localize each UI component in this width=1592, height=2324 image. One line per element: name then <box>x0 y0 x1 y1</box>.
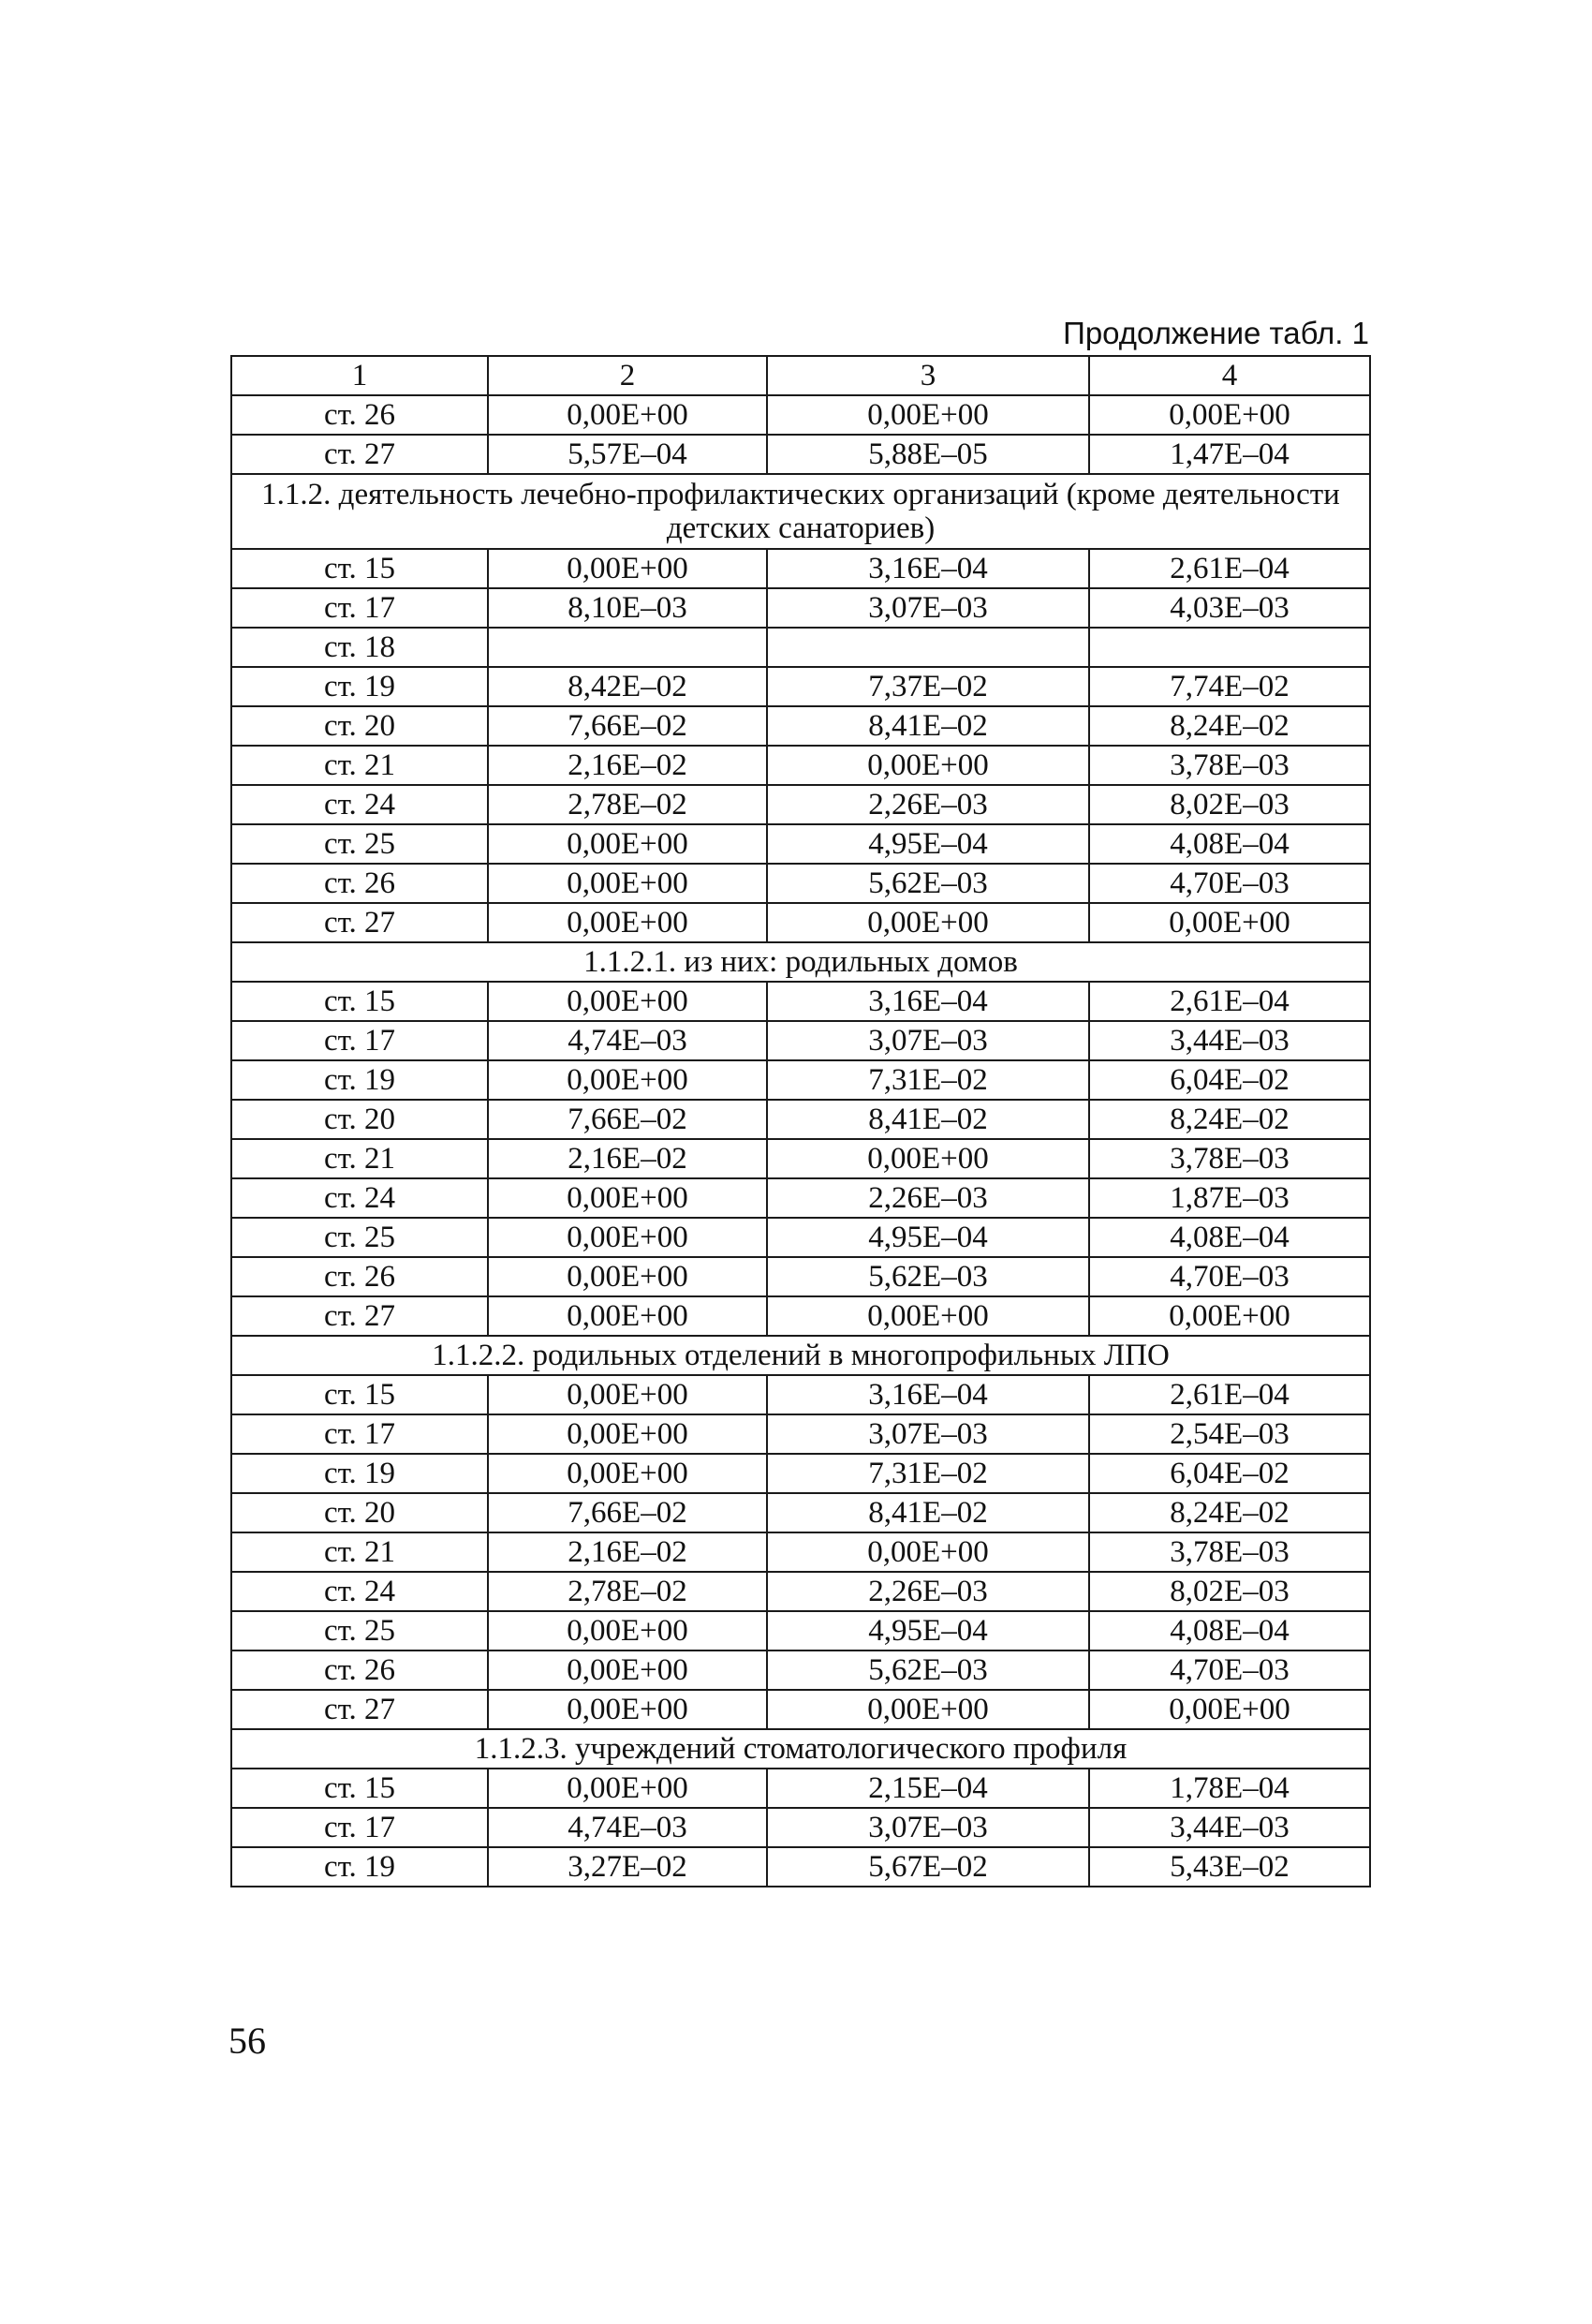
value-cell: 1,47E–04 <box>1089 435 1370 474</box>
value-cell: 4,08E–04 <box>1089 1611 1370 1650</box>
value-cell: 8,24E–02 <box>1089 1100 1370 1139</box>
value-cell: 2,78E–02 <box>488 1572 767 1611</box>
value-cell: 4,95E–04 <box>767 824 1089 864</box>
value-cell: 0,00E+00 <box>767 1532 1089 1572</box>
table-row <box>231 785 1370 824</box>
value-cell: 2,78E–02 <box>488 785 767 824</box>
value-cell <box>488 628 767 667</box>
row-label: ст. 24 <box>231 785 488 824</box>
value-cell: 3,78E–03 <box>1089 1139 1370 1178</box>
value-cell: 3,07E–03 <box>767 1808 1089 1847</box>
value-cell: 0,00E+00 <box>488 824 767 864</box>
row-label: ст. 27 <box>231 435 488 474</box>
table-row <box>231 1296 1370 1336</box>
row-label: ст. 15 <box>231 1375 488 1414</box>
row-label: ст. 27 <box>231 903 488 942</box>
value-cell: 3,16E–04 <box>767 549 1089 588</box>
value-cell: 2,16E–02 <box>488 1139 767 1178</box>
value-cell: 0,00E+00 <box>488 1690 767 1729</box>
section-row <box>231 1336 1370 1375</box>
value-cell: 0,00E+00 <box>767 395 1089 435</box>
row-label: ст. 18 <box>231 628 488 667</box>
value-cell: 0,00E+00 <box>488 982 767 1021</box>
table-row <box>231 1454 1370 1493</box>
value-cell: 0,00E+00 <box>767 746 1089 785</box>
value-cell: 0,00E+00 <box>488 1454 767 1493</box>
section-title: 1.1.2.1. из них: родильных домов <box>231 942 1370 982</box>
row-label: ст. 25 <box>231 1218 488 1257</box>
data-table <box>230 355 1371 1887</box>
value-cell: 3,16E–04 <box>767 982 1089 1021</box>
table-row <box>231 746 1370 785</box>
value-cell: 5,62E–03 <box>767 864 1089 903</box>
row-label: ст. 20 <box>231 1493 488 1532</box>
row-label: ст. 15 <box>231 982 488 1021</box>
row-label: ст. 19 <box>231 667 488 706</box>
value-cell: 0,00E+00 <box>488 864 767 903</box>
table-row <box>231 1847 1370 1887</box>
row-label: ст. 17 <box>231 1414 488 1454</box>
table-row <box>231 1769 1370 1808</box>
row-label: ст. 19 <box>231 1454 488 1493</box>
row-label: ст. 25 <box>231 824 488 864</box>
value-cell: 2,26E–03 <box>767 1178 1089 1218</box>
value-cell: 4,70E–03 <box>1089 1257 1370 1296</box>
value-cell: 5,43E–02 <box>1089 1847 1370 1887</box>
value-cell: 3,27E–02 <box>488 1847 767 1887</box>
column-header: 1 <box>231 356 488 395</box>
row-label: ст. 17 <box>231 1021 488 1060</box>
value-cell: 2,61E–04 <box>1089 982 1370 1021</box>
value-cell: 7,66E–02 <box>488 1493 767 1532</box>
row-label: ст. 19 <box>231 1847 488 1887</box>
value-cell: 2,26E–03 <box>767 1572 1089 1611</box>
row-label: ст. 26 <box>231 864 488 903</box>
value-cell: 3,44E–03 <box>1089 1021 1370 1060</box>
header-row <box>231 356 1370 395</box>
section-title: 1.1.2.2. родильных отделений в многопрофильных ЛПО <box>231 1336 1370 1375</box>
column-header: 4 <box>1089 356 1370 395</box>
table-row <box>231 1532 1370 1572</box>
table-row <box>231 628 1370 667</box>
row-label: ст. 26 <box>231 1257 488 1296</box>
row-label: ст. 21 <box>231 746 488 785</box>
value-cell: 5,62E–03 <box>767 1650 1089 1690</box>
value-cell: 3,78E–03 <box>1089 1532 1370 1572</box>
row-label: ст. 20 <box>231 1100 488 1139</box>
value-cell: 5,57E–04 <box>488 435 767 474</box>
value-cell: 0,00E+00 <box>488 1178 767 1218</box>
value-cell: 2,61E–04 <box>1089 549 1370 588</box>
table-row <box>231 395 1370 435</box>
table-row <box>231 667 1370 706</box>
column-header: 2 <box>488 356 767 395</box>
table-row <box>231 1021 1370 1060</box>
value-cell: 8,41E–02 <box>767 1493 1089 1532</box>
section-row <box>231 474 1370 549</box>
table-row <box>231 1572 1370 1611</box>
table-row <box>231 706 1370 746</box>
table-row <box>231 1139 1370 1178</box>
value-cell: 0,00E+00 <box>488 1650 767 1690</box>
value-cell: 0,00E+00 <box>1089 1690 1370 1729</box>
page-number: 56 <box>228 2020 266 2062</box>
row-label: ст. 15 <box>231 1769 488 1808</box>
value-cell: 3,44E–03 <box>1089 1808 1370 1847</box>
table-row <box>231 1218 1370 1257</box>
table-body <box>231 356 1370 1887</box>
value-cell: 5,62E–03 <box>767 1257 1089 1296</box>
value-cell: 0,00E+00 <box>488 395 767 435</box>
value-cell: 0,00E+00 <box>1089 1296 1370 1336</box>
row-label: ст. 27 <box>231 1296 488 1336</box>
row-label: ст. 21 <box>231 1532 488 1572</box>
value-cell: 0,00E+00 <box>488 1060 767 1100</box>
value-cell: 7,74E–02 <box>1089 667 1370 706</box>
table-row <box>231 1178 1370 1218</box>
table-row <box>231 1808 1370 1847</box>
row-label: ст. 26 <box>231 1650 488 1690</box>
value-cell: 4,03E–03 <box>1089 588 1370 628</box>
row-label: ст. 24 <box>231 1178 488 1218</box>
value-cell: 0,00E+00 <box>488 1296 767 1336</box>
value-cell: 0,00E+00 <box>767 1139 1089 1178</box>
value-cell: 7,66E–02 <box>488 1100 767 1139</box>
value-cell: 7,66E–02 <box>488 706 767 746</box>
value-cell: 2,16E–02 <box>488 746 767 785</box>
value-cell: 2,16E–02 <box>488 1532 767 1572</box>
table-row <box>231 588 1370 628</box>
value-cell: 5,67E–02 <box>767 1847 1089 1887</box>
value-cell: 8,24E–02 <box>1089 1493 1370 1532</box>
value-cell: 3,07E–03 <box>767 1021 1089 1060</box>
value-cell: 3,78E–03 <box>1089 746 1370 785</box>
value-cell: 3,07E–03 <box>767 588 1089 628</box>
value-cell: 8,24E–02 <box>1089 706 1370 746</box>
value-cell: 8,41E–02 <box>767 706 1089 746</box>
table-row <box>231 1060 1370 1100</box>
value-cell: 0,00E+00 <box>488 549 767 588</box>
value-cell: 8,02E–03 <box>1089 1572 1370 1611</box>
value-cell: 4,74E–03 <box>488 1021 767 1060</box>
row-label: ст. 26 <box>231 395 488 435</box>
table-row <box>231 903 1370 942</box>
value-cell: 7,31E–02 <box>767 1060 1089 1100</box>
value-cell: 6,04E–02 <box>1089 1060 1370 1100</box>
row-label: ст. 21 <box>231 1139 488 1178</box>
value-cell: 2,15E–04 <box>767 1769 1089 1808</box>
row-label: ст. 20 <box>231 706 488 746</box>
value-cell: 0,00E+00 <box>767 903 1089 942</box>
table-row <box>231 824 1370 864</box>
row-label: ст. 15 <box>231 549 488 588</box>
value-cell: 4,08E–04 <box>1089 1218 1370 1257</box>
value-cell: 3,07E–03 <box>767 1414 1089 1454</box>
value-cell: 0,00E+00 <box>488 1218 767 1257</box>
table-row <box>231 549 1370 588</box>
value-cell: 7,31E–02 <box>767 1454 1089 1493</box>
value-cell: 7,37E–02 <box>767 667 1089 706</box>
value-cell: 1,78E–04 <box>1089 1769 1370 1808</box>
table-row <box>231 1690 1370 1729</box>
value-cell: 0,00E+00 <box>767 1296 1089 1336</box>
value-cell: 2,26E–03 <box>767 785 1089 824</box>
column-header: 3 <box>767 356 1089 395</box>
value-cell: 8,41E–02 <box>767 1100 1089 1139</box>
value-cell: 6,04E–02 <box>1089 1454 1370 1493</box>
value-cell: 3,16E–04 <box>767 1375 1089 1414</box>
value-cell: 4,08E–04 <box>1089 824 1370 864</box>
row-label: ст. 24 <box>231 1572 488 1611</box>
row-label: ст. 17 <box>231 588 488 628</box>
row-label: ст. 19 <box>231 1060 488 1100</box>
section-row <box>231 1729 1370 1769</box>
value-cell: 4,74E–03 <box>488 1808 767 1847</box>
row-label: ст. 25 <box>231 1611 488 1650</box>
section-title: 1.1.2.3. учреждений стоматологического профиля <box>231 1729 1370 1769</box>
value-cell: 4,70E–03 <box>1089 1650 1370 1690</box>
value-cell: 4,95E–04 <box>767 1611 1089 1650</box>
value-cell: 8,10E–03 <box>488 588 767 628</box>
value-cell: 0,00E+00 <box>767 1690 1089 1729</box>
section-title: 1.1.2. деятельность лечебно-профилактических организаций (кроме деятельности детских санаториев) <box>231 474 1370 549</box>
table-row <box>231 1257 1370 1296</box>
table-caption: Продолжение табл. 1 <box>1063 316 1369 350</box>
section-row <box>231 942 1370 982</box>
table-row <box>231 1414 1370 1454</box>
value-cell: 0,00E+00 <box>488 903 767 942</box>
value-cell: 5,88E–05 <box>767 435 1089 474</box>
table-row <box>231 864 1370 903</box>
table-row <box>231 435 1370 474</box>
value-cell <box>767 628 1089 667</box>
table-row <box>231 1375 1370 1414</box>
row-label: ст. 27 <box>231 1690 488 1729</box>
value-cell: 2,54E–03 <box>1089 1414 1370 1454</box>
value-cell: 0,00E+00 <box>488 1769 767 1808</box>
value-cell: 0,00E+00 <box>488 1414 767 1454</box>
value-cell: 0,00E+00 <box>488 1257 767 1296</box>
value-cell: 0,00E+00 <box>1089 903 1370 942</box>
table-row <box>231 1611 1370 1650</box>
value-cell: 1,87E–03 <box>1089 1178 1370 1218</box>
table-row <box>231 1650 1370 1690</box>
value-cell: 2,61E–04 <box>1089 1375 1370 1414</box>
table-row <box>231 1493 1370 1532</box>
value-cell: 8,42E–02 <box>488 667 767 706</box>
value-cell: 0,00E+00 <box>488 1375 767 1414</box>
row-label: ст. 17 <box>231 1808 488 1847</box>
value-cell: 0,00E+00 <box>488 1611 767 1650</box>
table-row <box>231 982 1370 1021</box>
value-cell: 0,00E+00 <box>1089 395 1370 435</box>
table-row <box>231 1100 1370 1139</box>
value-cell: 4,70E–03 <box>1089 864 1370 903</box>
value-cell: 8,02E–03 <box>1089 785 1370 824</box>
value-cell: 4,95E–04 <box>767 1218 1089 1257</box>
value-cell <box>1089 628 1370 667</box>
